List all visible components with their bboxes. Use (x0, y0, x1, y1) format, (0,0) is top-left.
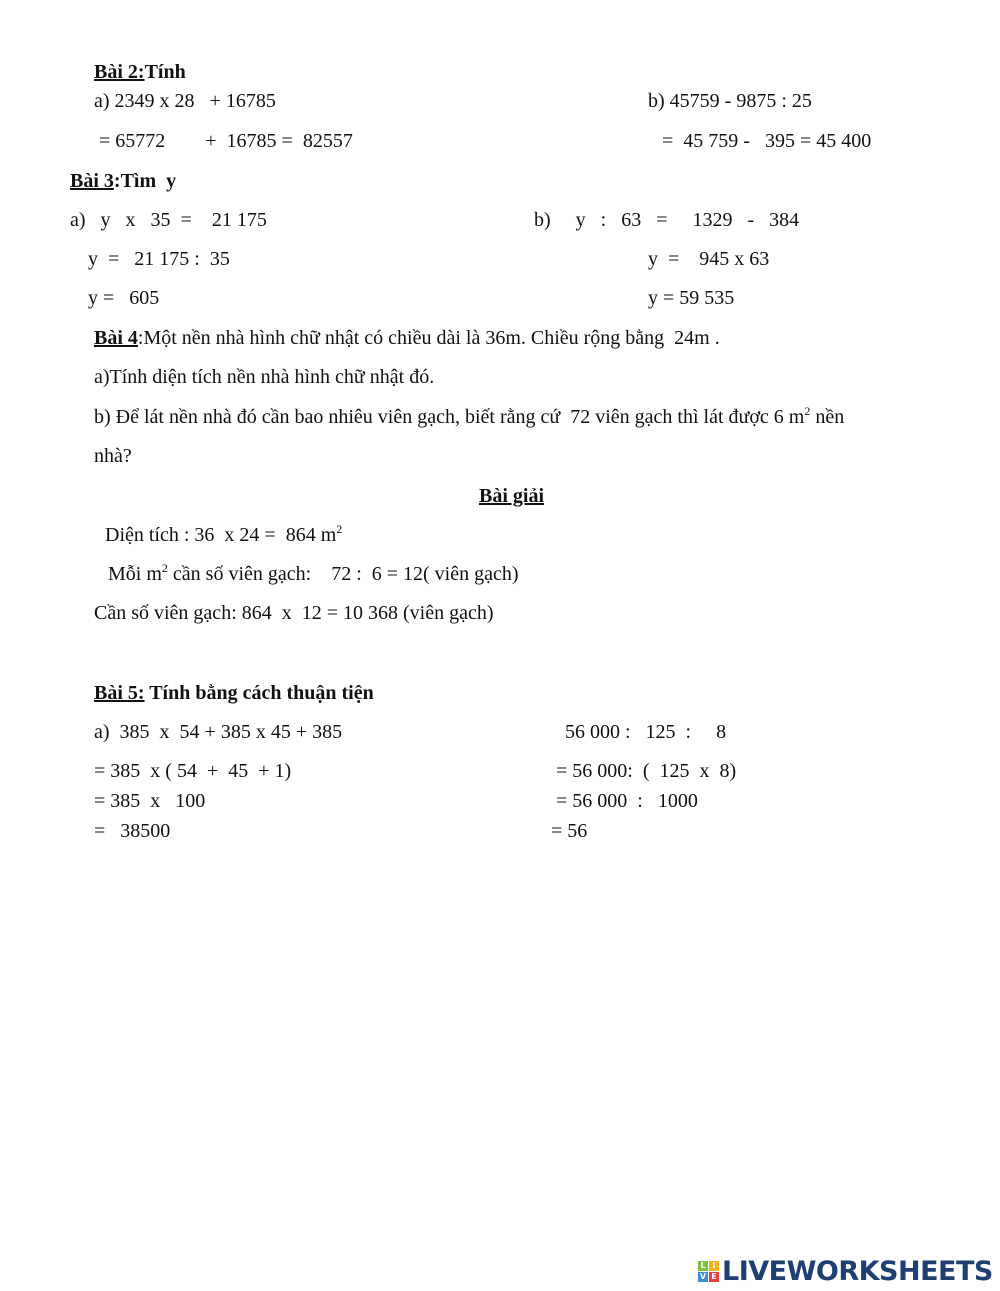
solution-line2 (108, 562, 519, 586)
solution-line1 (105, 523, 342, 547)
bai3-number: Bài 3 (70, 170, 114, 192)
bai5-a-line1: a) 385 x 54 + 385 x 45 + 385 (94, 721, 343, 743)
bai4-b-text-end: nền (810, 406, 845, 428)
logo-tiles-icon (698, 1261, 719, 1282)
bai2-b-line2: = 45 759 - 395 = 45 400 (662, 130, 872, 152)
solution-title: Bài giải (479, 485, 545, 507)
bai2-title-text: Tính (144, 61, 186, 83)
bai5-title (94, 681, 374, 705)
bai3-title (70, 169, 176, 193)
bai5-b-line3: = 56 000 : 1000 (556, 790, 698, 812)
superscript: 2 (336, 522, 343, 536)
bai5-b-line2: = 56 000: ( 125 x 8) (556, 760, 737, 782)
bai4-title (94, 326, 720, 350)
bai5-a-line2: = 385 x ( 54 + 45 + 1) (94, 760, 292, 782)
bai4-number: Bài 4 (94, 327, 138, 349)
bai4-b-text: b) Để lát nền nhà đó cần bao nhiêu viên gạch, biết rằng cứ 72 viên gạch thì lát được 6 m (94, 406, 805, 428)
bai3-a-line1: a) y x 35 = 21 175 (70, 209, 267, 231)
logo-tile: I (709, 1261, 719, 1271)
bai2-b-line1: b) 45759 - 9875 : 25 (648, 90, 812, 112)
solution-text: Diện tích : 36 x 24 = 864 m (105, 524, 337, 546)
bai3-a-line3: y = 605 (88, 287, 160, 309)
bai4-question-b-cont: nhà? (94, 445, 132, 467)
liveworksheets-logo (698, 1256, 993, 1287)
bai2-title (94, 60, 186, 84)
superscript: 2 (161, 561, 168, 575)
bai3-title-text: :Tìm y (113, 170, 177, 192)
bai2-number: Bài 2: (94, 61, 145, 83)
logo-tile: E (709, 1272, 719, 1282)
bai5-b-line4: = 56 (551, 820, 588, 842)
solution-text: cần số viên gạch: 72 : 6 = 12( viên gạch) (167, 563, 519, 585)
bai5-title-text: Tính bằng cách thuận tiện (144, 682, 374, 704)
bai5-b-line1: 56 000 : 125 : 8 (565, 721, 727, 743)
bai4-title-text: :Một nền nhà hình chữ nhật có chiều dài là 36m. Chiều rộng bằng 24m . (137, 327, 720, 349)
bai5-a-line4: = 38500 (94, 820, 171, 842)
bai5-a-line3: = 385 x 100 (94, 790, 206, 812)
superscript: 2 (804, 404, 811, 418)
bai4-question-b (94, 405, 844, 429)
logo-tile: L (698, 1261, 708, 1271)
bai3-b-line3: y = 59 535 (648, 287, 735, 309)
bai4-question-a: a)Tính diện tích nền nhà hình chữ nhật đó. (94, 366, 435, 388)
logo-tile: V (699, 1272, 707, 1281)
bai3-b-line1: b) y : 63 = 1329 - 384 (534, 209, 800, 231)
bai5-number: Bài 5: (94, 682, 145, 704)
bai2-a-line1: a) 2349 x 28 + 16785 (94, 90, 276, 112)
solution-line3: Cần số viên gạch: 864 x 12 = 10 368 (viên gạch) (94, 602, 494, 624)
bai2-a-line2: = 65772 + 16785 = 82557 (94, 130, 353, 152)
solution-text: Mỗi m (108, 563, 162, 585)
bai3-b-line2: y = 945 x 63 (648, 248, 770, 270)
bai3-a-line2: y = 21 175 : 35 (88, 248, 230, 270)
logo-text: LIVEWORKSHEETS (722, 1256, 993, 1287)
